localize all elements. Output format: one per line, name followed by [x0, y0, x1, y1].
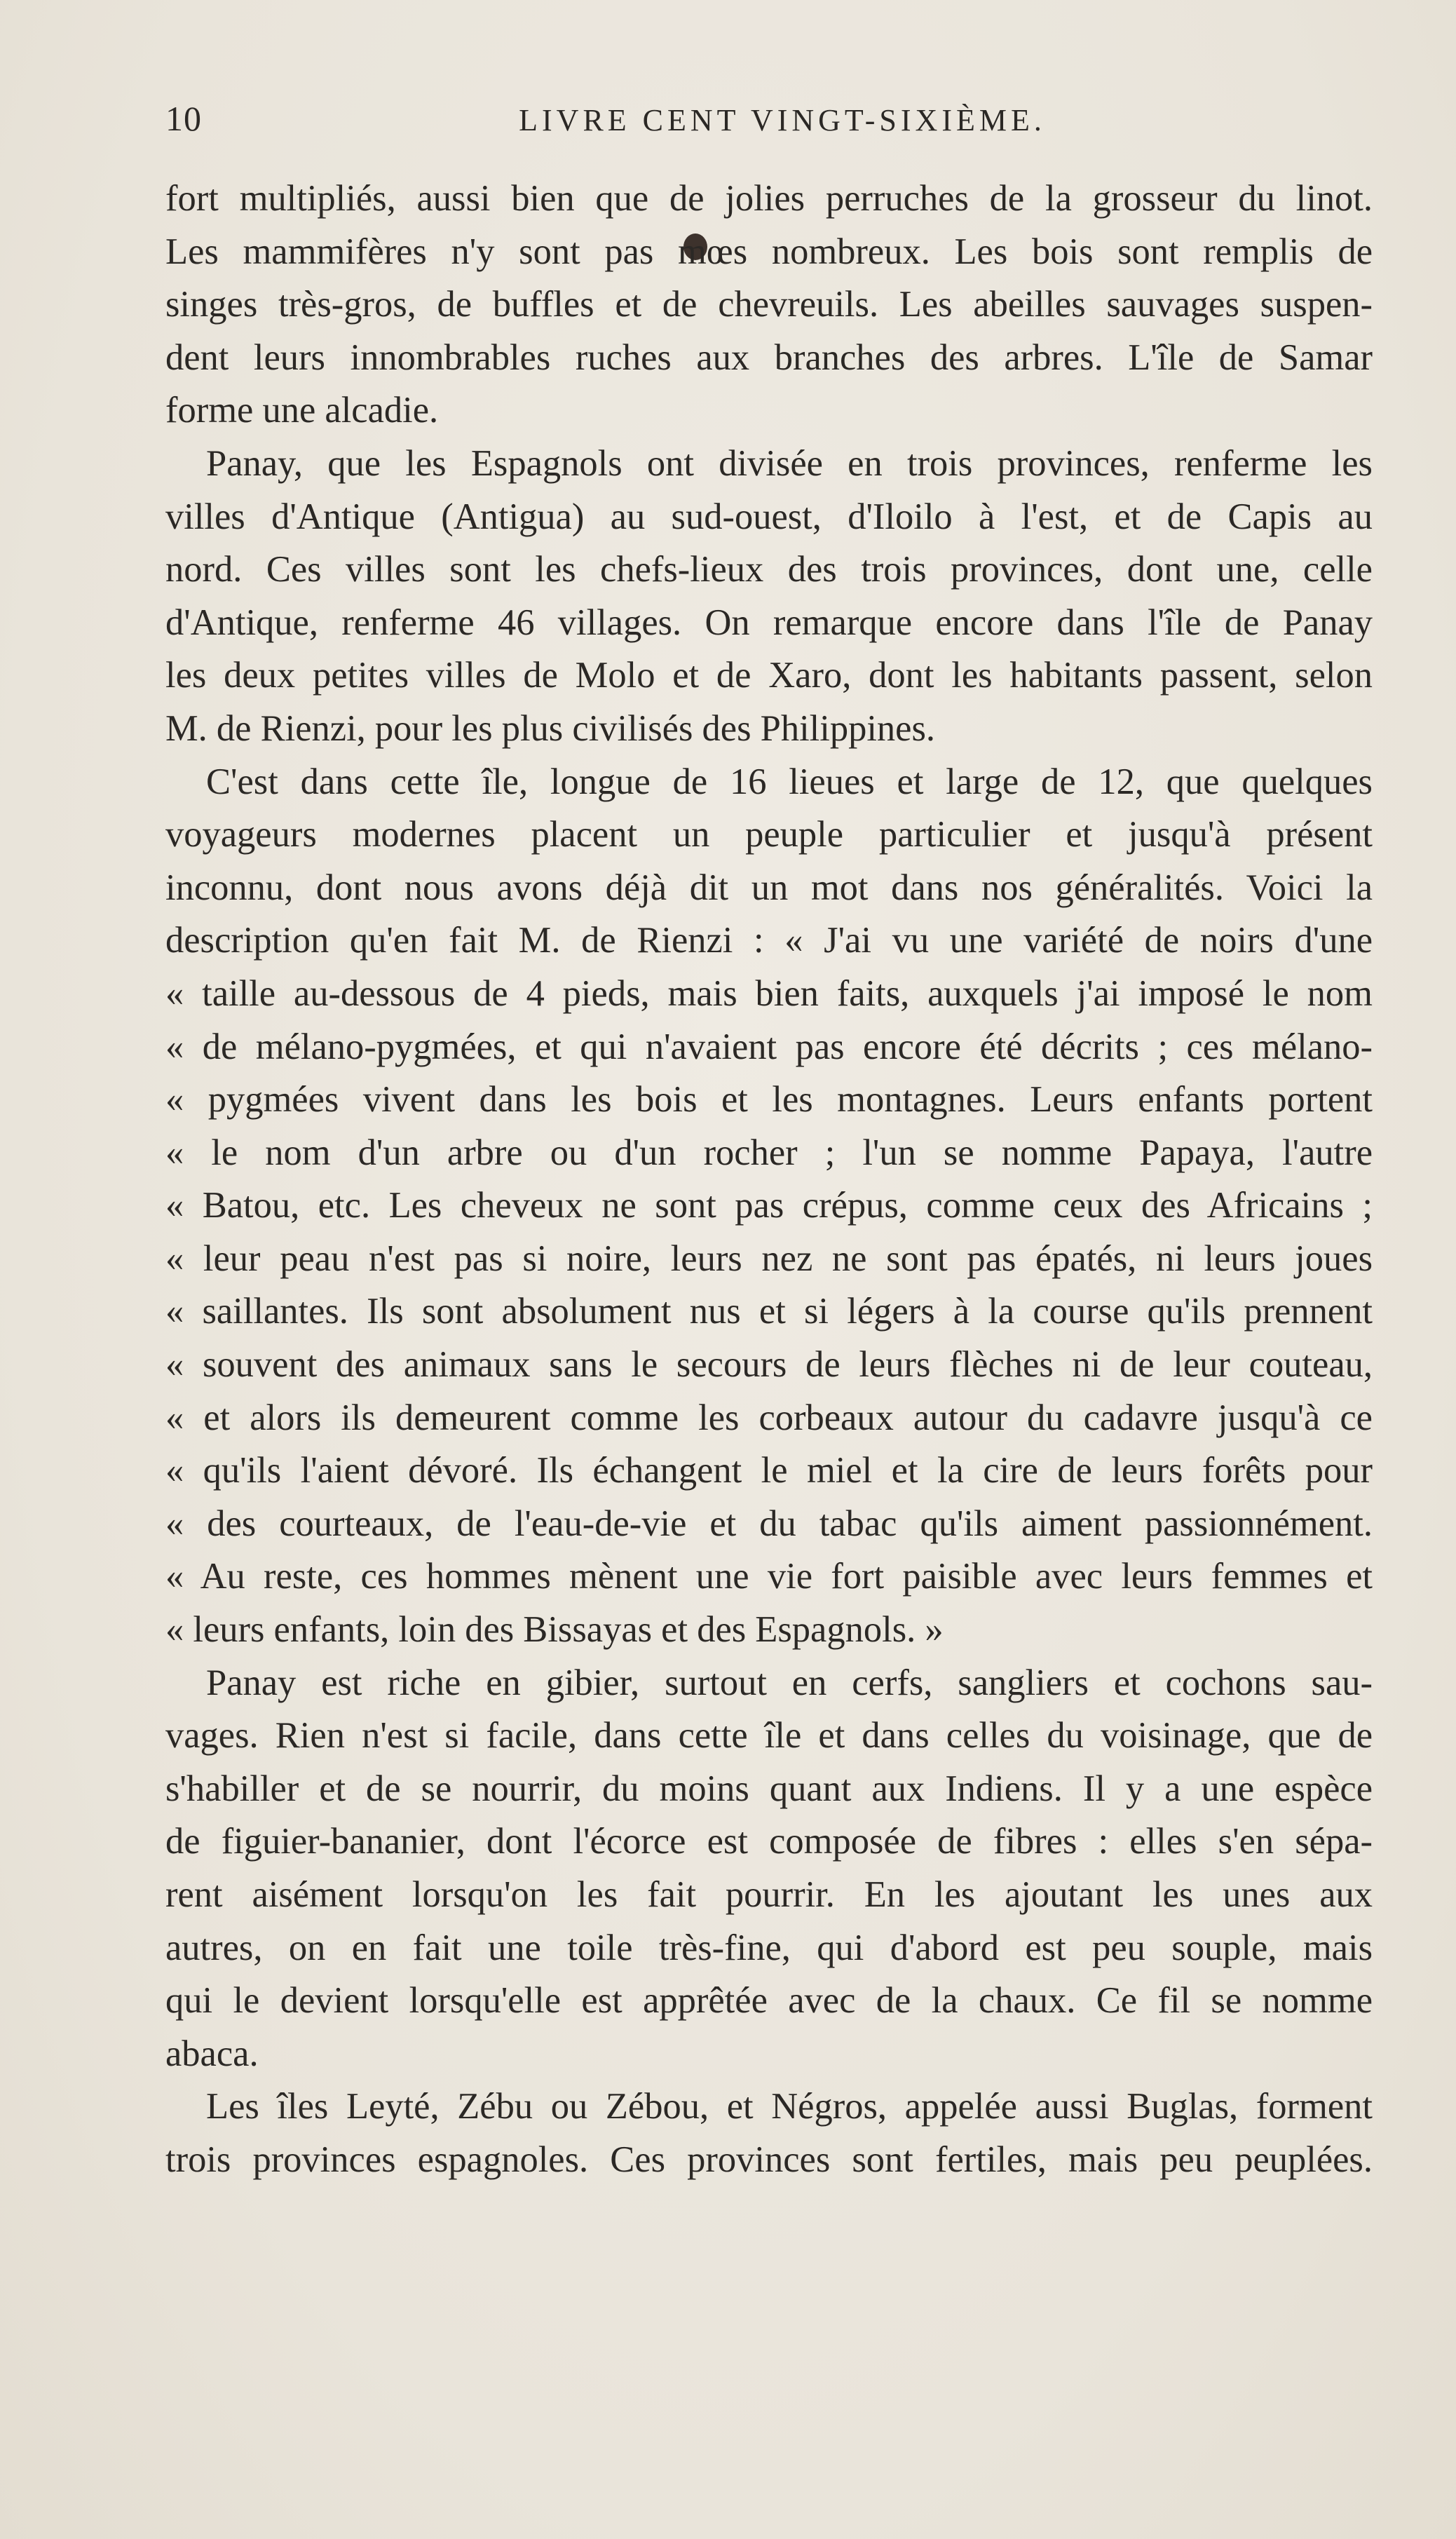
- text-line: de figuier-bananier, dont l'écorce est composée de fibres : elles s'en sépa-: [165, 1821, 1373, 1862]
- text-line: singes très-gros, de buffles et de chevreuils. Les abeilles sauvages suspen-: [165, 284, 1373, 325]
- text-line: forme une alcadie.: [165, 390, 439, 431]
- text-line: vages. Rien n'est si facile, dans cette île et dans celles du voisinage, que de: [165, 1715, 1373, 1756]
- page-number: 10: [165, 99, 202, 138]
- quote-line: « et alors ils demeurent comme les corbeaux autour du cadavre jusqu'à ce: [165, 1397, 1373, 1438]
- text-line: qui le devient lorsqu'elle est apprêtée avec de la chaux. Ce fil se nomme: [165, 1980, 1373, 2022]
- quote-line: « Au reste, ces hommes mènent une vie fort paisible avec leurs femmes et: [165, 1556, 1373, 1597]
- quote-line: « leur peau n'est pas si noire, leurs nez ne sont pas épatés, ni leurs joues: [165, 1238, 1373, 1279]
- text-line: les deux petites villes de Molo et de Xaro, dont les habitants passent, selon: [165, 655, 1373, 696]
- quote-line: « des courteaux, de l'eau-de-vie et du tabac qu'ils aiment passionnément.: [165, 1503, 1373, 1544]
- quote-line: « qu'ils l'aient dévoré. Ils échangent le miel et la cire de leurs forêts pour: [165, 1450, 1373, 1491]
- quote-line: « pygmées vivent dans les bois et les montagnes. Leurs enfants portent: [165, 1079, 1373, 1120]
- text-line: voyageurs modernes placent un peuple particulier et jusqu'à présent: [165, 814, 1373, 855]
- quote-line: « Batou, etc. Les cheveux ne sont pas crépus, comme ceux des Africains ;: [165, 1185, 1373, 1226]
- quote-line: « taille au-dessous de 4 pieds, mais bien faits, auxquels j'ai imposé le nom: [165, 973, 1373, 1014]
- text-line: rent aisément lorsqu'on les fait pourrir. En les ajoutant les unes aux: [165, 1874, 1373, 1915]
- quote-line: « le nom d'un arbre ou d'un rocher ; l'un se nomme Papaya, l'autre: [165, 1132, 1373, 1173]
- text-line: Panay est riche en gibier, surtout en cerfs, sangliers et cochons sau-: [206, 1662, 1373, 1703]
- text-line: Les îles Leyté, Zébu ou Zébou, et Négros, appelée aussi Buglas, forment: [206, 2086, 1373, 2127]
- text-line: description qu'en fait M. de Rienzi : « J'ai vu une variété de noirs d'une: [165, 920, 1373, 961]
- text-line: abaca.: [165, 2033, 259, 2074]
- quote-line: « saillantes. Ils sont absolument nus et si légers à la course qu'ils prennent: [165, 1291, 1373, 1332]
- text-line: dent leurs innombrables ruches aux branches des arbres. L'île de Samar: [165, 337, 1373, 378]
- text-line: M. de Rienzi, pour les plus civilisés des Philippines.: [165, 707, 936, 749]
- text-line: d'Antique, renferme 46 villages. On remarque encore dans l'île de Panay: [165, 602, 1373, 643]
- text-line: s'habiller et de se nourrir, du moins quant aux Indiens. Il y a une espèce: [165, 1768, 1373, 1809]
- running-title: LIVRE CENT VINGT-SIXIÈME.: [519, 103, 1046, 137]
- text-line: nord. Ces villes sont les chefs-lieux des trois provinces, dont une, celle: [165, 549, 1373, 590]
- text-line: trois provinces espagnoles. Ces provinces sont fertiles, mais peu peuplées.: [165, 2139, 1373, 2180]
- text-line: C'est dans cette île, longue de 16 lieues et large de 12, que quelques: [206, 761, 1373, 802]
- quote-line: « leurs enfants, loin des Bissayas et des Espagnols. »: [165, 1609, 944, 1651]
- body-text: [165, 172, 1373, 2187]
- quote-line: « de mélano-pygmées, et qui n'avaient pas encore été décrits ; ces mélano-: [165, 1026, 1373, 1067]
- text-line: inconnu, dont nous avons déjà dit un mot dans nos généralités. Voici la: [165, 867, 1373, 908]
- page-header: [165, 98, 1371, 154]
- text-line: fort multipliés, aussi bien que de jolies perruches de la grosseur du linot.: [165, 178, 1373, 219]
- quote-line: « souvent des animaux sans le secours de leurs flèches ni de leur couteau,: [165, 1344, 1373, 1386]
- text-line: villes d'Antique (Antigua) au sud-ouest, d'Iloilo à l'est, et de Capis au: [165, 496, 1373, 537]
- text-line: Panay, que les Espagnols ont divisée en trois provinces, renferme les: [206, 442, 1373, 484]
- text-line: autres, on en fait une toile très-fine, qui d'abord est peu souple, mais: [165, 1927, 1373, 1968]
- text-line: Les mammifères n'y sont pas mœs nombreux. Les bois sont remplis de: [165, 231, 1373, 272]
